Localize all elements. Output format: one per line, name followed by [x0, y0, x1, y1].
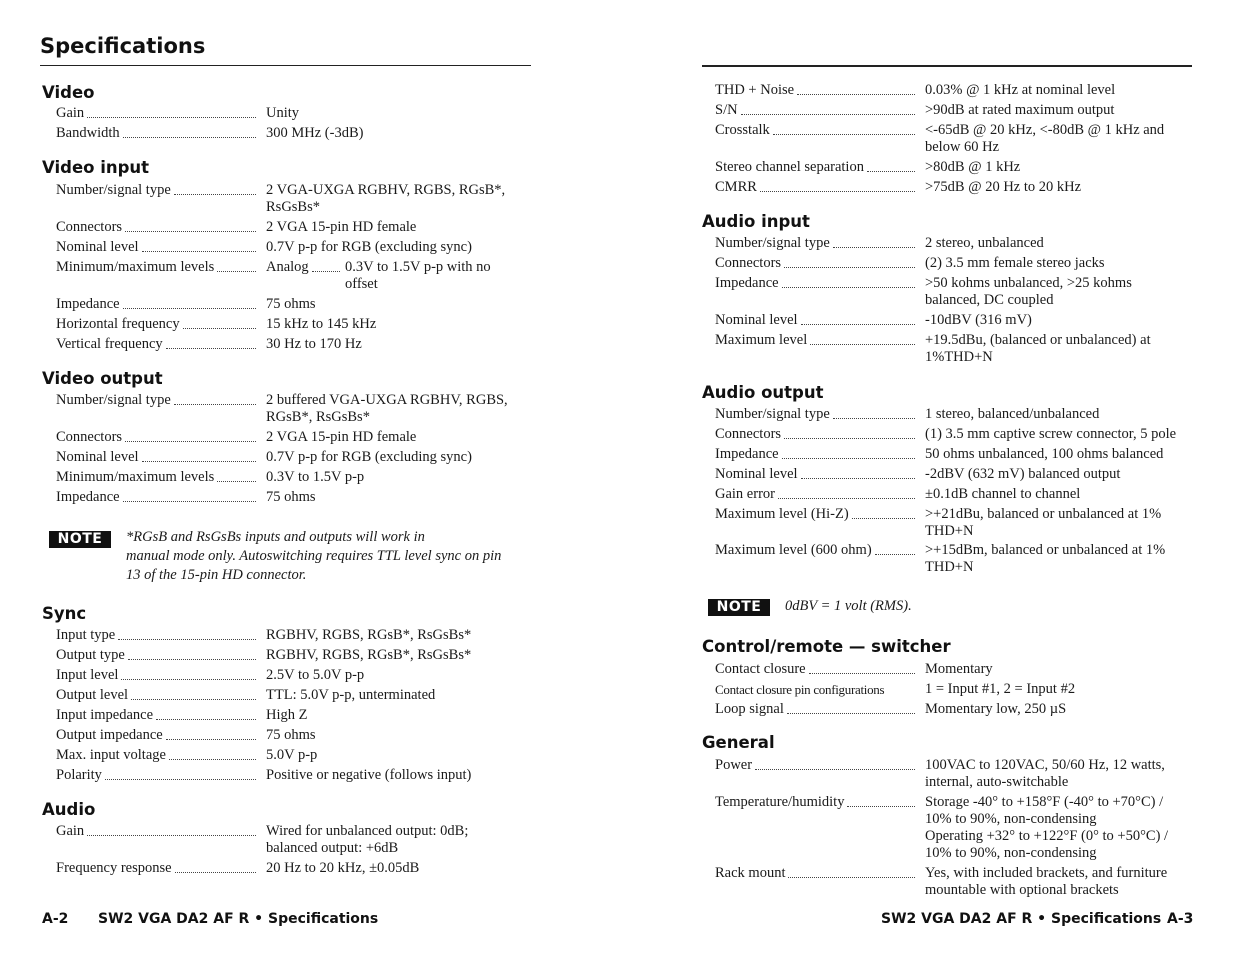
spec-label: Horizontal frequency — [56, 316, 180, 332]
spec-label: Contact closure pin configurations — [715, 682, 885, 697]
spec-value: 2 VGA-UXGA RGBHV, RGBS, RGsB*, — [266, 182, 506, 198]
spec-value: <-65dB @ 20 kHz, <-80dB @ 1 kHz and — [925, 122, 1165, 138]
spec-value: Momentary — [925, 661, 993, 677]
spec-value: THD+N — [925, 559, 974, 575]
spec-value: 0.3V to 1.5V p-p with no — [345, 259, 491, 275]
left-header-rule — [40, 65, 531, 66]
spec-value: 75 ohms — [266, 489, 316, 505]
note-text: *RGsB and RsGsBs inputs and outputs will work in manual mode only. Autoswitching requires TTL level sync on pin 13 of the 15-pin HD connector. — [126, 529, 502, 583]
spec-label: Bandwidth — [56, 125, 120, 141]
spec-label: Temperature/humidity — [715, 794, 845, 810]
page-title: Specifications — [40, 34, 206, 58]
spec-label: Output impedance — [56, 727, 163, 743]
spec-value: mountable with optional brackets — [925, 882, 1119, 898]
spec-value: >+15dBm, balanced or unbalanced at 1% — [925, 542, 1166, 558]
spec-label: Nominal level — [715, 466, 798, 482]
spec-value: 50 ohms unbalanced, 100 ohms balanced — [925, 446, 1164, 462]
spec-value: High Z — [266, 707, 308, 723]
spec-value: 2 stereo, unbalanced — [925, 235, 1044, 251]
spec-label: Contact closure — [715, 661, 806, 677]
right-header-rule — [702, 65, 1192, 67]
spec-sub-label: Analog — [266, 259, 309, 275]
footer-title-right: SW2 VGA DA2 AF R • Specifications — [881, 911, 1162, 927]
spec-label: Frequency response — [56, 860, 172, 876]
spec-value: TTL: 5.0V p-p, unterminated — [266, 687, 436, 703]
spec-value: -2dBV (632 mV) balanced output — [925, 466, 1121, 482]
spec-value: Yes, with included brackets, and furniture — [925, 865, 1168, 881]
spec-value: internal, auto-switchable — [925, 774, 1069, 790]
spec-label: Number/signal type — [715, 406, 830, 422]
spec-value: +19.5dBu, (balanced or unbalanced) at — [925, 332, 1151, 348]
spec-label: Loop signal — [715, 701, 784, 717]
spec-value: 2 VGA 15-pin HD female — [266, 429, 417, 445]
spec-label: Power — [715, 757, 753, 773]
spec-value: 5.0V p-p — [266, 747, 318, 763]
spec-label: Input impedance — [56, 707, 154, 723]
spec-value: 1 = Input #1, 2 = Input #2 — [925, 681, 1076, 697]
spec-label: S/N — [715, 102, 738, 118]
spec-label: Connectors — [715, 255, 782, 271]
spec-label: Input level — [56, 667, 119, 683]
spec-label: Max. input voltage — [56, 747, 166, 763]
spec-value: 0.3V to 1.5V p-p — [266, 469, 365, 485]
spec-value: >90dB at rated maximum output — [925, 102, 1115, 118]
section-title: General — [702, 733, 775, 752]
section-title: Control/remote — switcher — [702, 637, 951, 656]
section-title: Video input — [42, 158, 150, 177]
spec-value: 1%THD+N — [925, 349, 993, 365]
spec-value: >50 kohms unbalanced, >25 kohms — [925, 275, 1132, 291]
spec-value: (2) 3.5 mm female stereo jacks — [925, 255, 1105, 271]
note-badge: NOTE — [49, 531, 111, 548]
spec-label: Number/signal type — [56, 392, 171, 408]
spec-label: Connectors — [56, 429, 123, 445]
spec-label: Minimum/maximum levels — [56, 259, 215, 275]
spec-value: 15 kHz to 145 kHz — [266, 316, 377, 332]
spec-value: RsGsBs* — [266, 199, 320, 215]
spec-label: Stereo channel separation — [715, 159, 864, 175]
spec-value: 100VAC to 120VAC, 50/60 Hz, 12 watts, — [925, 757, 1165, 773]
spec-value: 2 VGA 15-pin HD female — [266, 219, 417, 235]
spec-value: >+21dBu, balanced or unbalanced at 1% — [925, 506, 1162, 522]
spec-value: offset — [345, 276, 378, 292]
spec-value: Momentary low, 250 µS — [925, 701, 1067, 717]
spec-value: 0.7V p-p for RGB (excluding sync) — [266, 239, 472, 255]
footer-page-number-left: A-2 — [42, 911, 69, 927]
section-title: Audio — [42, 800, 96, 819]
spec-value: below 60 Hz — [925, 139, 1000, 155]
spec-label: Maximum level (600 ohm) — [715, 542, 872, 558]
footer-title-left: SW2 VGA DA2 AF R • Specifications — [98, 911, 379, 927]
spec-value: balanced, DC coupled — [925, 292, 1054, 308]
spec-label: Gain error — [715, 486, 775, 502]
spec-value: RGBHV, RGBS, RGsB*, RsGsBs* — [266, 647, 472, 663]
spec-value: 0.03% @ 1 kHz at nominal level — [925, 82, 1116, 98]
spec-label: Input type — [56, 627, 116, 643]
note-badge: NOTE — [708, 599, 770, 616]
spec-label: Impedance — [56, 489, 120, 505]
spec-label: Output level — [56, 687, 129, 703]
section-title: Audio output — [702, 383, 824, 402]
spec-value: 10% to 90%, non-condensing — [925, 845, 1097, 861]
spec-value: Unity — [266, 105, 300, 121]
spec-value: 2 buffered VGA-UXGA RGBHV, RGBS, — [266, 392, 508, 408]
spec-value: Operating +32° to +122°F (0° to +50°C) / — [925, 828, 1169, 844]
spec-label: Impedance — [715, 446, 779, 462]
spec-label: Minimum/maximum levels — [56, 469, 215, 485]
spec-label: Connectors — [56, 219, 123, 235]
section-title: Video output — [42, 369, 163, 388]
spec-label: Connectors — [715, 426, 782, 442]
spec-value: Positive or negative (follows input) — [266, 767, 472, 783]
section-title: Video — [42, 83, 95, 102]
spec-value: ±0.1dB channel to channel — [925, 486, 1081, 502]
spec-value: 20 Hz to 20 kHz, ±0.05dB — [266, 860, 420, 876]
spec-value: Wired for unbalanced output: 0dB; — [266, 823, 469, 839]
spec-value: RGsB*, RsGsBs* — [266, 409, 370, 425]
spec-value: balanced output: +6dB — [266, 840, 399, 856]
spec-label: THD + Noise — [715, 82, 795, 98]
spec-label: Gain — [56, 105, 85, 121]
spec-label: Maximum level — [715, 332, 808, 348]
spec-value: 1 stereo, balanced/unbalanced — [925, 406, 1100, 422]
spec-label: Nominal level — [56, 239, 139, 255]
footer-page-number-right: A-3 — [1167, 911, 1194, 927]
spec-value: >75dB @ 20 Hz to 20 kHz — [925, 179, 1082, 195]
spec-value: 30 Hz to 170 Hz — [266, 336, 362, 352]
spec-value: 0.7V p-p for RGB (excluding sync) — [266, 449, 472, 465]
spec-value: >80dB @ 1 kHz — [925, 159, 1021, 175]
spec-value: THD+N — [925, 523, 974, 539]
spec-label: Impedance — [715, 275, 779, 291]
spec-value: (1) 3.5 mm captive screw connector, 5 pole — [925, 426, 1177, 442]
spec-label: Impedance — [56, 296, 120, 312]
spec-label: Number/signal type — [715, 235, 830, 251]
spec-label: Gain — [56, 823, 85, 839]
note-text: 0dBV = 1 volt (RMS). — [785, 598, 912, 614]
spec-value: 75 ohms — [266, 727, 316, 743]
spec-label: Crosstalk — [715, 122, 770, 138]
spec-value: Storage -40° to +158°F (-40° to +70°C) / — [925, 794, 1164, 810]
spec-value: 300 MHz (-3dB) — [266, 125, 364, 141]
section-title: Audio input — [702, 212, 810, 231]
spec-label: Number/signal type — [56, 182, 171, 198]
spec-value: 75 ohms — [266, 296, 316, 312]
spec-label: Maximum level (Hi-Z) — [715, 506, 849, 522]
spec-label: Nominal level — [56, 449, 139, 465]
spec-label: Polarity — [56, 767, 102, 783]
spec-label: Rack mount — [715, 865, 786, 881]
spec-value: 10% to 90%, non-condensing — [925, 811, 1097, 827]
spec-value: RGBHV, RGBS, RGsB*, RsGsBs* — [266, 627, 472, 643]
spec-value: -10dBV (316 mV) — [925, 312, 1032, 328]
section-title: Sync — [42, 604, 87, 623]
spec-value: 2.5V to 5.0V p-p — [266, 667, 365, 683]
spec-label: Vertical frequency — [56, 336, 163, 352]
spec-label: Nominal level — [715, 312, 798, 328]
spec-label: Output type — [56, 647, 125, 663]
spec-label: CMRR — [715, 179, 757, 195]
